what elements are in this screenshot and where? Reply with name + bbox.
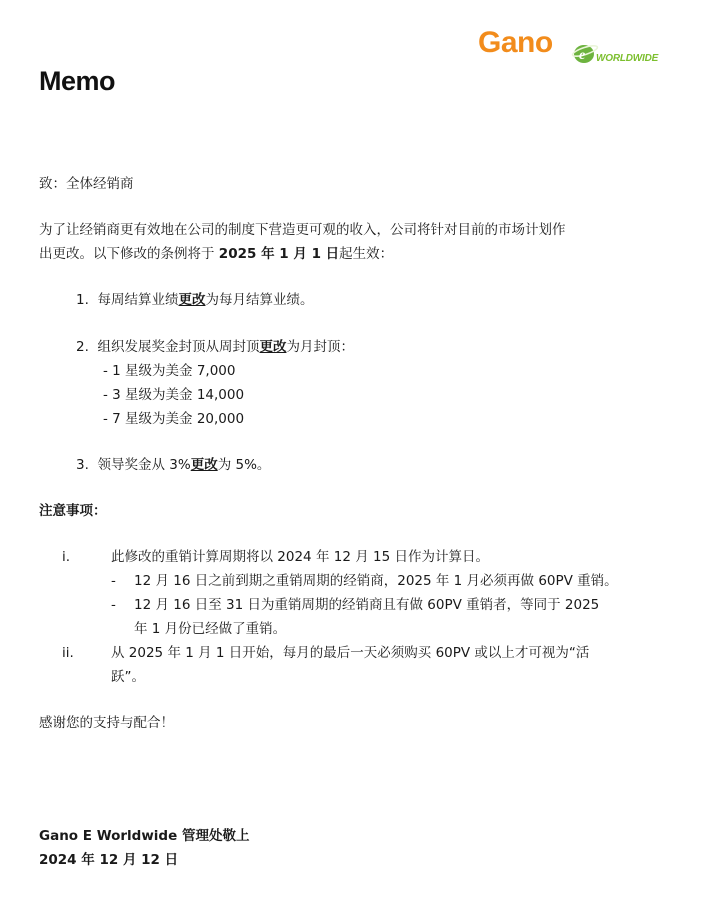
thanks-line: 感谢您的支持与配合！ xyxy=(39,715,174,731)
note-ii-line-1: 从 2025 年 1 月 1 日开始，每月的最后一天必须购买 60PV 或以上才可视为“活 xyxy=(111,645,590,661)
memo-title: Memo xyxy=(39,66,116,96)
intro-line-1: 为了让经销商更有效地在公司的制度下营造更可观的收入，公司将针对目前的市场计划作 xyxy=(39,222,566,238)
note-ii-line-2: 跃”。 xyxy=(111,669,145,685)
change-item-2: 2. 组织发展奖金封顶从周封顶更改为月封顶： xyxy=(76,339,354,355)
changed-emphasis: 更改 xyxy=(190,457,218,473)
note-i-bullet-2-line-2: 年 1 月份已经做了重销。 xyxy=(134,621,287,637)
notes-heading: 注意事项： xyxy=(39,503,107,519)
note-bullet-dash: - xyxy=(111,573,116,589)
logo-brand-text: Gano xyxy=(478,26,553,59)
note-i-bullet-1: 12 月 16 日之前到期之重销周期的经销商，2025 年 1 月必须再做 60PV 重销。 xyxy=(134,573,618,589)
note-i-text: 此修改的重销计算周期将以 2024 年 12 月 15 日作为计算日。 xyxy=(111,549,489,565)
changed-emphasis: 更改 xyxy=(178,292,206,308)
logo-worldwide-text: WORLDWIDE xyxy=(596,53,659,64)
effective-date: 2025 年 1 月 1 日 xyxy=(218,246,340,262)
recipient-line: 致：全体经销商 xyxy=(39,176,134,192)
signature-org: Gano E Worldwide 管理处敬上 xyxy=(39,828,250,844)
changed-emphasis: 更改 xyxy=(259,339,287,355)
note-number-ii: ii. xyxy=(62,645,74,661)
cap-tier-1: - 1 星级为美金 7,000 xyxy=(103,363,236,379)
signature-date: 2024 年 12 月 12 日 xyxy=(39,852,179,868)
note-number-i: i. xyxy=(62,549,71,565)
intro-line-2: 出更改。以下修改的条例将于 2025 年 1 月 1 日起生效： xyxy=(39,246,394,262)
note-bullet-dash: - xyxy=(111,597,116,613)
note-i-bullet-2-line-1: 12 月 16 日至 31 日为重销周期的经销商且有做 60PV 重销者，等同于 2025 xyxy=(134,597,600,613)
change-item-3: 3. 领导奖金从 3%更改为 5%。 xyxy=(76,457,271,473)
company-logo xyxy=(478,26,668,72)
cap-tier-7: - 7 星级为美金 20,000 xyxy=(103,411,245,427)
cap-tier-3: - 3 星级为美金 14,000 xyxy=(103,387,245,403)
svg-text:e: e xyxy=(579,48,586,63)
change-item-1: 1. 每周结算业绩更改为每月结算业绩。 xyxy=(76,292,314,308)
